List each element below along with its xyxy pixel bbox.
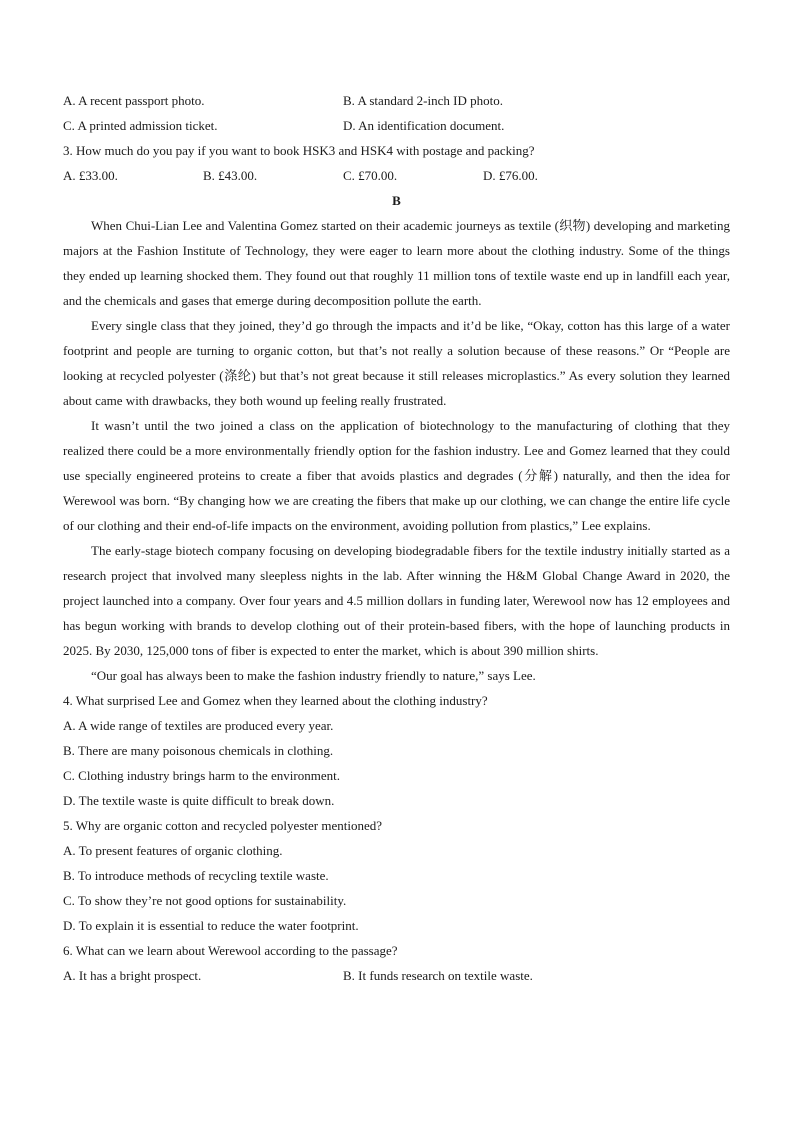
q3-option-a: A. £33.00. bbox=[63, 168, 118, 183]
q4-option-c: C. Clothing industry brings harm to the environment. bbox=[63, 768, 340, 783]
passage-paragraph-1: When Chui-Lian Lee and Valentina Gomez started on their academic journeys as textile (织物) developing and marketing majors at the Fashion Institute of Technology, they were eager to learn more about the clothing industry. Some of the things they ended up learning shocked them. They found out that roughly 11 million tons of textile waste end up in landfill each year, and the chemicals and gases that emerge during decomposition pollute the earth. bbox=[63, 218, 730, 308]
q2-options-row-1 bbox=[63, 88, 730, 113]
q4-option-b: B. There are many poisonous chemicals in clothing. bbox=[63, 743, 334, 758]
exam-page bbox=[63, 88, 730, 988]
q2-option-d: D. An identification document. bbox=[343, 118, 505, 133]
q5-option-a: A. To present features of organic clothing. bbox=[63, 843, 283, 858]
q2-option-a: A. A recent passport photo. bbox=[63, 93, 205, 108]
q4-option-a: A. A wide range of textiles are produced every year. bbox=[63, 718, 334, 733]
q6-options-row bbox=[63, 963, 730, 988]
q5-option-c: C. To show they’re not good options for sustainability. bbox=[63, 893, 347, 908]
q6-option-b: B. It funds research on textile waste. bbox=[343, 968, 533, 983]
q2-option-c: C. A printed admission ticket. bbox=[63, 118, 218, 133]
q3-option-c: C. £70.00. bbox=[343, 168, 398, 183]
section-heading: B bbox=[392, 193, 401, 208]
q2-option-b: B. A standard 2-inch ID photo. bbox=[343, 93, 503, 108]
q3-option-d: D. £76.00. bbox=[483, 168, 538, 183]
q5-question: 5. Why are organic cotton and recycled polyester mentioned? bbox=[63, 818, 382, 833]
q5-option-d: D. To explain it is essential to reduce the water footprint. bbox=[63, 918, 359, 933]
passage-paragraph-3: It wasn’t until the two joined a class on the application of biotechnology to the manufacturing of clothing that they realized there could be a more environmentally friendly option for the fashion industry. Lee and Gomez learned that they could use specially engineered proteins to create a fiber that avoids plastics and degrades (分解) naturally, and then the idea for Werewool was born. “By changing how we are creating the fibers that make up our clothing, we can change the entire life cycle of our clothing and their end-of-life impacts on the environment, avoiding pollution from plastics,” Lee explains. bbox=[63, 418, 730, 533]
q3-option-b: B. £43.00. bbox=[203, 168, 258, 183]
q4-question: 4. What surprised Lee and Gomez when they learned about the clothing industry? bbox=[63, 693, 488, 708]
q5-option-b: B. To introduce methods of recycling textile waste. bbox=[63, 868, 329, 883]
q2-options-row-2 bbox=[63, 113, 730, 138]
passage-paragraph-2: Every single class that they joined, they’d go through the impacts and it’d be like, “Okay, cotton has this large of a water footprint and people are turning to organic cotton, but that’s not really a solution because of these reasons.” Or “People are looking at recycled polyester (涤纶) but that’s not great because it still releases microplastics.” As every solution they learned about came with drawbacks, they both wound up feeling really frustrated. bbox=[63, 318, 730, 408]
passage-paragraph-4: The early-stage biotech company focusing on developing biodegradable fibers for the textile industry initially started as a research project that involved many sleepless nights in the lab. After winning the H&M Global Change Award in 2020, the project launched into a company. Over four years and 4.5 million dollars in funding later, Werewool now has 12 employees and has begun working with brands to develop clothing out of their protein-based fibers, with the hope of launching products in 2025. By 2030, 125,000 tons of fiber is expected to enter the market, which is about 390 million shirts. bbox=[63, 543, 730, 658]
q4-option-d: D. The textile waste is quite difficult to break down. bbox=[63, 793, 335, 808]
q6-option-a: A. It has a bright prospect. bbox=[63, 968, 202, 983]
q3-options-row bbox=[63, 163, 730, 188]
q6-question: 6. What can we learn about Werewool according to the passage? bbox=[63, 943, 398, 958]
q3-question: 3. How much do you pay if you want to book HSK3 and HSK4 with postage and packing? bbox=[63, 143, 535, 158]
passage-paragraph-5: “Our goal has always been to make the fashion industry friendly to nature,” says Lee. bbox=[91, 668, 536, 683]
